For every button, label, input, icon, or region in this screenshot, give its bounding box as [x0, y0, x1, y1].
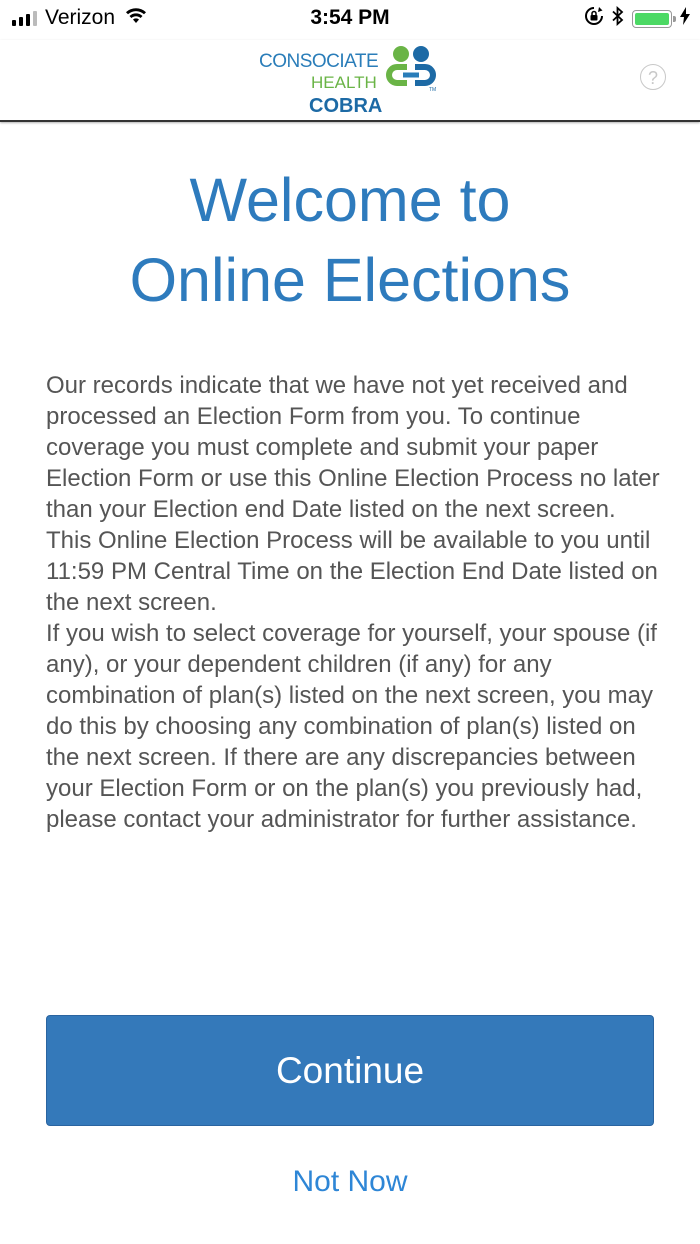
continue-button[interactable]: Continue — [46, 1015, 654, 1126]
status-right — [584, 6, 690, 31]
status-time: 3:54 PM — [310, 6, 390, 29]
welcome-paragraph-2: If you wish to select coverage for yourself, your spouse (if any), or your dependent children (if any) for any combination of plan(s) listed on the next screen, you may do this by choosing any combination of plan(s) listed on the next screen. If there are any discrepancies between your Election Form or on the plan(s) you previously had, please contact your administrator for further assistance. — [46, 620, 657, 833]
welcome-message — [46, 370, 666, 835]
battery-icon — [632, 10, 672, 28]
consociate-health-logo — [257, 45, 442, 117]
bluetooth-icon — [612, 6, 624, 31]
charging-icon — [680, 7, 690, 30]
logo-text-health: HEALTH — [311, 73, 377, 92]
title-line-1: Welcome to — [189, 166, 511, 234]
rotation-lock-icon — [584, 6, 604, 31]
status-bar — [0, 0, 700, 40]
logo-trademark: TM — [429, 87, 437, 93]
page-title — [0, 160, 700, 320]
welcome-paragraph-1: Our records indicate that we have not yet received and processed an Election Form from you. To continue coverage you must complete and submit your paper Election Form or use this Online Election Process no later than your Election end Date listed on the next screen. This Online Election Process will be available to you until 11:59 PM Central Time on the Election End Date listed on the next screen. — [46, 372, 660, 616]
logo-text-cobra: COBRA — [309, 95, 383, 117]
not-now-link[interactable]: Not Now — [292, 1165, 408, 1198]
logo-text-consociate: CONSOCIATE — [259, 51, 379, 72]
logo-mark-icon — [385, 45, 441, 100]
app-header — [0, 40, 700, 122]
title-line-2: Online Elections — [129, 246, 571, 314]
carrier-name: Verizon — [45, 6, 116, 29]
battery-level — [635, 13, 669, 25]
help-button[interactable]: ? — [640, 64, 666, 90]
